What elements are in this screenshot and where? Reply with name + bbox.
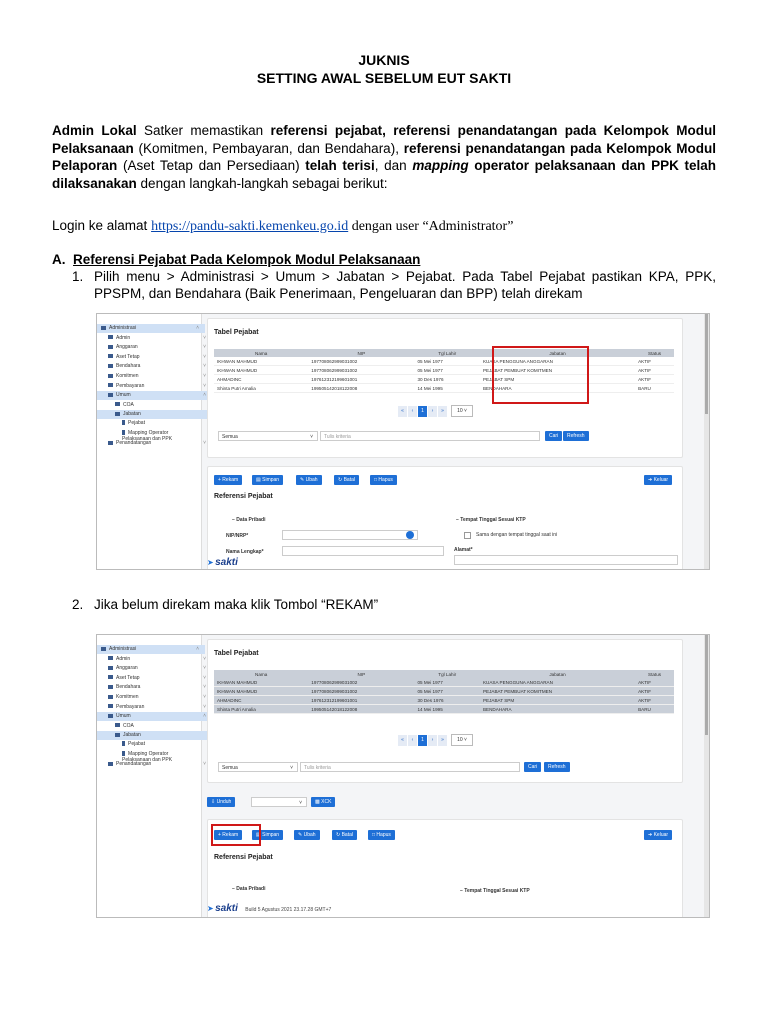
chevron-icon[interactable]: ˅ [203, 344, 206, 351]
table-row[interactable] [214, 705, 674, 714]
table-row[interactable] [214, 696, 674, 705]
ubah-button[interactable]: ✎ Ubah [294, 830, 320, 840]
table-cell: IKHWAN MAHMUD [214, 678, 308, 687]
folder-icon [108, 354, 113, 358]
chevron-icon[interactable]: ˅ [203, 674, 206, 681]
nama-input[interactable] [282, 546, 444, 556]
sidebar-item[interactable] [97, 334, 212, 343]
sidebar-item-label: Penandatangan [116, 440, 152, 447]
page-last-icon[interactable]: » [438, 735, 447, 746]
cari-button[interactable]: Cari [524, 762, 541, 772]
data-pribadi-section: − Data Pribadi [232, 886, 266, 892]
sidebar-item[interactable] [97, 420, 192, 429]
build-info: Build 5 Agustus 2021 23.17.28 GMT+7 [245, 907, 332, 913]
sidebar-item[interactable] [97, 382, 212, 391]
sidebar-item[interactable] [97, 343, 212, 352]
nip-search-icon[interactable] [406, 531, 414, 539]
tempat-tinggal-section: − Tempat Tinggal Sesuai KTP [460, 888, 530, 894]
page-next-icon[interactable]: › [428, 735, 437, 746]
pejabat-table [214, 349, 674, 393]
rekam-highlight [211, 824, 261, 846]
sidebar-item[interactable] [97, 439, 212, 448]
tempat-tinggal-section: − Tempat Tinggal Sesuai KTP [456, 517, 526, 523]
file-icon [122, 741, 125, 746]
login-url-link[interactable]: https://pandu-sakti.kemenkeu.go.id [151, 219, 349, 234]
folder-icon [108, 364, 113, 368]
sidebar-item-label: Jabatan [123, 411, 141, 418]
file-icon [122, 420, 125, 425]
table-cell: AKTIF [635, 696, 674, 705]
table-cell: 197612312199601001 [308, 375, 414, 384]
table-cell: 197708062999031002 [308, 366, 414, 375]
screenshot-1 [96, 313, 710, 570]
chevron-icon[interactable]: ˄ [196, 646, 199, 652]
sidebar-item[interactable] [97, 391, 212, 400]
sidebar-item[interactable] [97, 683, 212, 692]
folder-icon [101, 326, 106, 330]
sidebar-item[interactable] [97, 401, 219, 410]
chevron-icon[interactable]: ˄ [196, 325, 199, 331]
column-header[interactable]: Jabatan [480, 670, 635, 678]
pejabat-table [214, 670, 674, 714]
sidebar-item-label: Aset Tetap [116, 674, 140, 681]
tabel-pejabat-card [207, 639, 683, 783]
folder-icon [108, 675, 113, 679]
table-cell: 30 Des 1976 [414, 696, 479, 705]
folder-icon [108, 704, 113, 708]
folder-icon [108, 666, 113, 670]
folder-icon [108, 441, 113, 445]
folder-icon [101, 647, 106, 651]
table-cell: AKTIF [635, 357, 674, 366]
batal-button[interactable]: ↻ Batal [334, 475, 359, 485]
column-header[interactable]: Jabatan [480, 349, 635, 357]
table-cell: Shinta Putri Amalia [214, 705, 308, 714]
sidebar-item-label: Bendahara [116, 684, 141, 691]
nama-label: Nama Lengkap* [226, 549, 264, 555]
hapus-button[interactable]: □ Hapus [370, 475, 397, 485]
page-number[interactable]: 1 [418, 735, 427, 746]
doc-subtitle: SETTING AWAL SEBELUM EUT SAKTI [256, 70, 512, 86]
chevron-icon[interactable]: ˄ [203, 392, 206, 399]
chevron-icon[interactable]: ˅ [203, 665, 206, 672]
sidebar-item[interactable] [97, 362, 212, 371]
table-cell: PEJABAT PEMBUAT KOMITMEN [480, 687, 635, 696]
sidebar-item-label: Jabatan [123, 732, 141, 739]
table-cell: 197708062999031002 [308, 687, 414, 696]
page-number[interactable]: 1 [418, 406, 427, 417]
sidebar-item[interactable] [97, 741, 192, 750]
cari-button[interactable]: Cari [545, 431, 562, 441]
sidebar-item[interactable] [97, 750, 192, 763]
chevron-icon[interactable]: ˅ [203, 684, 206, 691]
table-cell: KUASA PENGGUNA ANGGARAN [480, 678, 635, 687]
table-cell: 197708062999031002 [308, 357, 414, 366]
sidebar [97, 314, 206, 569]
tabel-pejabat-title: Tabel Pejabat [214, 329, 259, 336]
chevron-icon[interactable]: ˅ [203, 382, 206, 389]
tabel-pejabat-title: Tabel Pejabat [214, 650, 259, 657]
table-cell: AKTIF [635, 366, 674, 375]
sidebar-item-label: Mapping Operator Pelaksanaan dan PPK [122, 750, 173, 763]
step-2: 2. Jika belum direkam maka klik Tombol “REKAM” [72, 597, 379, 612]
column-header[interactable]: Tgl Lahir [414, 670, 479, 678]
table-cell: 30 Des 1976 [414, 375, 479, 384]
nip-input[interactable] [282, 530, 418, 540]
folder-icon [108, 374, 113, 378]
page-first-icon[interactable]: « [398, 406, 407, 417]
tabel-pejabat-card [207, 318, 683, 458]
table-row[interactable] [214, 678, 674, 687]
sidebar-item-label: Aset Tetap [116, 353, 140, 360]
sidebar-item-label: Pejabat [128, 741, 145, 747]
sidebar-item-label: COA [123, 401, 134, 408]
filter-input[interactable]: Tulis kriteria [320, 431, 540, 441]
folder-icon [108, 695, 113, 699]
alamat-label: Alamat* [454, 547, 473, 553]
table-row[interactable] [214, 366, 674, 375]
sidebar-item[interactable] [97, 760, 212, 769]
page-first-icon[interactable]: « [398, 735, 407, 746]
refresh-button[interactable]: Refresh [544, 762, 570, 772]
sidebar-item-label: Anggaran [116, 665, 138, 672]
folder-icon [108, 762, 113, 766]
referensi-pejabat-title: Referensi Pejabat [214, 854, 273, 861]
table-cell: BENDAHARA [480, 384, 635, 393]
step-1: 1. Pilih menu > Administrasi > Umum > Jabatan > Pejabat. Pada Tabel Pejabat pastikan KPA, PPK, PPSPM, dan Bendahara (Baik Penerimaan, Pengeluaran dan BPP) telah direkam [72, 269, 716, 301]
sidebar-item[interactable] [97, 353, 212, 362]
sidebar-item-label: Admin [116, 655, 131, 662]
pagination[interactable] [398, 405, 473, 417]
sidebar-item-label: Komitmen [116, 694, 139, 700]
sidebar-item-label: Pembayaran [116, 382, 145, 389]
sidebar [97, 635, 206, 917]
table-header-row [214, 670, 674, 678]
page-prev-icon[interactable]: ‹ [408, 735, 417, 746]
column-header[interactable]: Nama [214, 670, 308, 678]
pagination[interactable] [398, 734, 473, 746]
page-next-icon[interactable]: › [428, 406, 437, 417]
sidebar-item[interactable] [97, 712, 212, 721]
folder-icon [108, 335, 113, 339]
folder-icon [108, 685, 113, 689]
sidebar-item-label: Penandatangan [116, 761, 152, 768]
table-header-row [214, 349, 674, 357]
ubah-button[interactable]: ✎ Ubah [296, 475, 322, 485]
chevron-icon[interactable]: ˅ [203, 353, 206, 360]
simpan-button[interactable]: ▤ Simpan [252, 830, 283, 840]
doc-title: JUKNIS [358, 52, 410, 68]
table-row[interactable] [214, 384, 674, 393]
sidebar-item[interactable] [97, 645, 205, 654]
folder-icon [115, 723, 120, 727]
keluar-button[interactable]: ➜ Keluar [644, 475, 672, 485]
table-cell: AHMADINC [214, 375, 308, 384]
sidebar-item[interactable] [97, 703, 212, 712]
folder-icon [115, 733, 120, 737]
login-line: Login ke alamat https://pandu-sakti.kemenkeu.go.id dengan user “Administrator” [52, 218, 514, 234]
batal-button[interactable]: ↻ Batal [332, 830, 357, 840]
sidebar-item-label: COA [123, 722, 134, 729]
table-cell: IKHWAN MAHMUD [214, 366, 308, 375]
table-cell: 05 Mei 1977 [414, 678, 479, 687]
sakti-logo: sakti [215, 903, 238, 914]
sidebar-item[interactable] [97, 372, 212, 381]
keluar-button[interactable]: ➜ Keluar [644, 830, 672, 840]
simpan-button[interactable]: ▤ Simpan [252, 475, 283, 485]
sidebar-item-label: Pejabat [128, 420, 145, 426]
page-size-select[interactable]: 10 ˅ [451, 405, 473, 417]
table-cell: KUASA PENGGUNA ANGGARAN [480, 357, 635, 366]
table-cell: AKTIF [635, 687, 674, 696]
sidebar-item-label: Umum [116, 713, 131, 720]
chevron-icon[interactable]: ˄ [203, 713, 206, 720]
sidebar-item-label: Administrasi [109, 646, 137, 652]
sakti-logo: sakti [215, 557, 238, 568]
jabatan-highlight [492, 346, 589, 404]
column-header[interactable]: Status [635, 670, 674, 678]
intro-paragraph: Admin Lokal Satker memastikan referensi pejabat, referensi penandatangan pada Kelompok Modul Pelaksanaan (Komitmen, Pembayaran, dan Bendahara), referensi penandatangan pada Kelompok Modul Pelaporan (Aset Tetap dan Persediaan) telah terisi, dan mapping operator pelaksanaan dan PPK telah dilaksanakan dengan langkah-langkah sebagai berikut: [52, 123, 717, 191]
table-cell: BARU [635, 705, 674, 714]
chevron-icon[interactable]: ˅ [203, 703, 206, 710]
app-footer: ➤ sakti Build 5 Agustus 2021 23.17.28 GMT+7 [207, 903, 332, 914]
table-cell: 05 Mei 1977 [414, 366, 479, 375]
folder-icon [108, 393, 113, 397]
chevron-icon[interactable]: ˅ [203, 761, 206, 768]
column-header[interactable]: Tgl Lahir [414, 349, 479, 357]
sidebar-item-label: Anggaran [116, 344, 138, 351]
sidebar-item[interactable] [97, 655, 212, 664]
sidebar-item-label: Pembayaran [116, 703, 145, 710]
sidebar-item[interactable] [97, 722, 219, 731]
sidebar-item[interactable] [97, 324, 205, 333]
same-address-checkbox[interactable] [464, 532, 471, 539]
column-header[interactable]: NIP [308, 670, 414, 678]
folder-icon [115, 412, 120, 416]
app-footer: ➤ sakti [207, 557, 238, 568]
table-cell: PEJABAT SPM [480, 696, 635, 705]
chevron-icon[interactable]: ˅ [203, 363, 206, 370]
table-cell: 05 Mei 1977 [414, 357, 479, 366]
table-cell: AKTIF [635, 375, 674, 384]
filter-select[interactable]: Semua ˅ [218, 431, 318, 441]
unduh-format-select[interactable]: ˅ [251, 797, 307, 807]
table-cell: PEJABAT PEMBUAT KOMITMEN [480, 366, 635, 375]
sidebar-item[interactable] [97, 693, 212, 702]
xls-button[interactable]: ▩ XCK [311, 797, 335, 807]
table-cell: 197612312199601001 [308, 696, 414, 705]
sidebar-item[interactable] [97, 410, 219, 419]
page-prev-icon[interactable]: ‹ [408, 406, 417, 417]
table-cell: BARU [635, 384, 674, 393]
column-header[interactable]: Status [635, 349, 674, 357]
page-last-icon[interactable]: » [438, 406, 447, 417]
referensi-pejabat-title: Referensi Pejabat [214, 493, 273, 500]
table-cell: 199505142018122008 [308, 384, 414, 393]
table-cell: BENDAHARA [480, 705, 635, 714]
sidebar-item-label: Administrasi [109, 325, 137, 331]
chevron-icon[interactable]: ˅ [203, 694, 206, 700]
sidebar-item-label: Umum [116, 392, 131, 399]
chevron-icon[interactable]: ˅ [203, 334, 206, 341]
table-cell: 197708062999031002 [308, 678, 414, 687]
sidebar-item[interactable] [97, 429, 192, 442]
chevron-icon[interactable]: ˅ [203, 440, 206, 447]
sidebar-item[interactable] [97, 731, 219, 740]
alamat-input[interactable] [454, 555, 678, 565]
file-icon [122, 430, 125, 435]
sidebar-item[interactable] [97, 674, 212, 683]
unduh-button[interactable]: ⇩ Unduh [207, 797, 235, 807]
table-row[interactable] [214, 687, 674, 696]
filter-input[interactable]: Tulis kriteria [300, 762, 520, 772]
table-cell: 14 Mei 1995 [414, 705, 479, 714]
table-cell: 199505142018122008 [308, 705, 414, 714]
hapus-button[interactable]: □ Hapus [368, 830, 395, 840]
nip-label: NIP/NRP* [226, 533, 249, 539]
folder-icon [108, 345, 113, 349]
refresh-button[interactable]: Refresh [563, 431, 589, 441]
table-row[interactable] [214, 375, 674, 384]
table-cell: Shinta Putri Amalia [214, 384, 308, 393]
file-icon [122, 751, 125, 756]
section-a-heading: A. Referensi Pejabat Pada Kelompok Modul Pelaksanaan [52, 252, 421, 267]
sidebar-item-label: Komitmen [116, 373, 139, 379]
table-cell: IKHWAN MAHMUD [214, 687, 308, 696]
sidebar-item[interactable] [97, 664, 212, 673]
table-cell: IKHWAN MAHMUD [214, 357, 308, 366]
data-pribadi-section: − Data Pribadi [232, 517, 266, 523]
folder-icon [108, 656, 113, 660]
sidebar-item-label: Admin [116, 334, 131, 341]
folder-icon [108, 714, 113, 718]
chevron-icon[interactable]: ˅ [203, 373, 206, 379]
table-row[interactable] [214, 357, 674, 366]
sidebar-item-label: Bendahara [116, 363, 141, 370]
table-cell: 05 Mei 1977 [414, 687, 479, 696]
same-address-label: Sama dengan tempat tinggal saat ini [476, 532, 558, 538]
column-header[interactable]: NIP [308, 349, 414, 357]
filter-select[interactable]: Semua ˅ [218, 762, 298, 772]
screenshot-2 [96, 634, 710, 918]
page-size-select[interactable]: 10 ˅ [451, 734, 473, 746]
rekam-button[interactable]: + Rekam [214, 475, 242, 485]
folder-icon [115, 402, 120, 406]
referensi-pejabat-card [207, 466, 683, 570]
table-cell: AKTIF [635, 678, 674, 687]
column-header[interactable]: Nama [214, 349, 308, 357]
table-cell: PEJABAT SPM [480, 375, 635, 384]
rekam-button[interactable]: + Rekam [214, 830, 242, 840]
table-cell: AHMADINC [214, 696, 308, 705]
table-cell: 14 Mei 1995 [414, 384, 479, 393]
chevron-icon[interactable]: ˅ [203, 655, 206, 662]
sidebar-item-label: Mapping Operator Pelaksanaan dan PPK [122, 429, 173, 442]
folder-icon [108, 383, 113, 387]
